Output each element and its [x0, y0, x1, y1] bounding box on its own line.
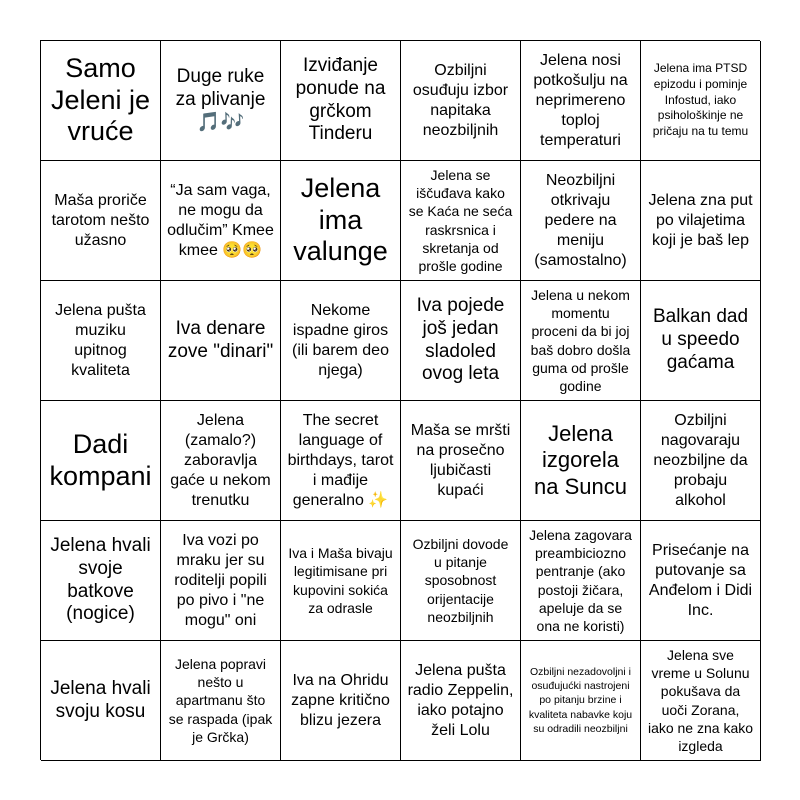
bingo-cell-r2-c5[interactable]: [521, 161, 641, 281]
cell-text: Jelena popravi nešto u apartmanu što se raspada (ipak je Grčka): [168, 656, 273, 745]
cell-text: Balkan dad u speedo gaćama: [652, 306, 749, 373]
cell-text: Maša proriče tarotom nešto užasno: [51, 191, 150, 249]
cell-text: Maša se mršti na prosečno ljubičasti kupaći: [410, 421, 511, 499]
bingo-cell-r2-c3[interactable]: [281, 161, 401, 281]
bingo-cell-r2-c4[interactable]: [401, 161, 521, 281]
bingo-cell-r5-c5[interactable]: [521, 521, 641, 641]
cell-text: Jelena zagovara preambiciozno pentranje (ako postoji žičara, apeluje da se ona ne koristi): [529, 526, 632, 634]
bingo-cell-r5-c6[interactable]: [641, 521, 761, 641]
cell-text: The secret language of birthdays, tarot i mađije generalno ✨: [287, 411, 394, 509]
bingo-cell-r4-c3[interactable]: [281, 401, 401, 521]
bingo-cell-r3-c5[interactable]: [521, 281, 641, 401]
bingo-cell-r6-c5[interactable]: [521, 641, 641, 761]
bingo-cell-r1-c4[interactable]: [401, 41, 521, 161]
cell-text: Ozbiljni dovode u pitanje sposobnost orijentacije neozbiljnih: [412, 536, 509, 625]
bingo-cell-r3-c3[interactable]: [281, 281, 401, 401]
bingo-cell-r4-c1[interactable]: [41, 401, 161, 521]
bingo-cell-r4-c2[interactable]: [161, 401, 281, 521]
bingo-board: [40, 40, 760, 760]
bingo-cell-r5-c3[interactable]: [281, 521, 401, 641]
cell-text: Ozbiljni nagovaraju neozbiljne da probaju alkohol: [653, 411, 748, 509]
cell-text: Jelena pušta radio Zeppelin, iako potajno želi Lolu: [407, 661, 514, 739]
bingo-cell-r6-c4[interactable]: [401, 641, 521, 761]
cell-text: Jelena hvali svoje batkove (nogice): [50, 534, 151, 625]
cell-text: Izviđanje ponude na grčkom Tinderu: [295, 54, 386, 145]
cell-text: Iva vozi po mraku jer su roditelji popili po pivo i "ne mogu" oni: [174, 531, 267, 629]
cell-text: “Ja sam vaga, ne mogu da odlučim” Kmee kmee 🥺🥺: [167, 181, 274, 259]
bingo-cell-r5-c2[interactable]: [161, 521, 281, 641]
bingo-cell-r3-c4[interactable]: [401, 281, 521, 401]
bingo-cell-r6-c1[interactable]: [41, 641, 161, 761]
cell-text: Jelena (zamalo?) zaboravlja gaće u nekom trenutku: [170, 411, 271, 509]
bingo-cell-r6-c2[interactable]: [161, 641, 281, 761]
cell-text: Jelena hvali svoju kosu: [50, 677, 151, 722]
bingo-cell-r2-c1[interactable]: [41, 161, 161, 281]
cell-text: Samo Jeleni je vruće: [50, 52, 151, 147]
cell-text: Jelena sve vreme u Solunu pokušava da uoči Zorana, iako ne zna kako izgleda: [647, 646, 754, 754]
bingo-cell-r1-c2[interactable]: [161, 41, 281, 161]
cell-text: Nekome ispadne giros (ili barem deo njega): [292, 301, 389, 379]
cell-text: Prisećanje na putovanje sa Anđelom i Didi Inc.: [648, 541, 753, 619]
bingo-cell-r2-c6[interactable]: [641, 161, 761, 281]
bingo-cell-r6-c3[interactable]: [281, 641, 401, 761]
bingo-cell-r1-c1[interactable]: [41, 41, 161, 161]
bingo-cell-r4-c4[interactable]: [401, 401, 521, 521]
cell-text: Jelena izgorela na Suncu: [534, 420, 627, 499]
bingo-cell-r4-c6[interactable]: [641, 401, 761, 521]
cell-text: Neozbiljni otkrivaju pedere na meniju (samostalno): [534, 171, 627, 269]
cell-text: Jelena ima valunge: [293, 172, 388, 267]
bingo-cell-r5-c1[interactable]: [41, 521, 161, 641]
cell-text: Ozbiljni nezadovoljni i osuđujućki nastrojeni po pitanju brzine i kvaliteta nabavke koju su odradili neozbiljni: [528, 666, 633, 735]
cell-text: Jelena u nekom momentu proceni da bi joj baš dobro došla guma od prošle godine: [530, 286, 631, 394]
cell-text: Iva denare zove "dinari": [167, 317, 274, 362]
bingo-cell-r3-c1[interactable]: [41, 281, 161, 401]
cell-text: Iva pojede još jedan sladoled ovog leta: [416, 294, 505, 385]
bingo-cell-r1-c5[interactable]: [521, 41, 641, 161]
cell-text: Dadi kompani: [49, 428, 152, 491]
cell-text: Jelena se iščuđava kako se Kaća ne seća raskrsnica i skretanja od prošle godine: [408, 166, 513, 274]
bingo-cell-r3-c6[interactable]: [641, 281, 761, 401]
bingo-cell-r6-c6[interactable]: [641, 641, 761, 761]
cell-text: Iva i Maša bivaju legitimisane pri kupovini sokića za odrasle: [288, 545, 393, 616]
cell-text: Jelena nosi potkošulju na neprimereno toploj temperaturi: [533, 51, 628, 149]
bingo-cell-r2-c2[interactable]: [161, 161, 281, 281]
cell-text: Iva na Ohridu zapne kritično blizu jezera: [291, 671, 390, 729]
bingo-cell-r3-c2[interactable]: [161, 281, 281, 401]
cell-text: Duge ruke za plivanje 🎵🎶: [175, 66, 266, 133]
bingo-cell-r1-c3[interactable]: [281, 41, 401, 161]
bingo-cell-r4-c5[interactable]: [521, 401, 641, 521]
bingo-cell-r5-c4[interactable]: [401, 521, 521, 641]
cell-text: Jelena ima PTSD epizodu i pominje Infostud, iako psihološkinje ne pričaju na tu temu: [652, 60, 749, 139]
cell-text: Jelena pušta muziku upitnog kvaliteta: [55, 301, 146, 379]
bingo-cell-r1-c6[interactable]: [641, 41, 761, 161]
cell-text: Jelena zna put po vilajetima koji je baš lep: [648, 191, 753, 249]
cell-text: Ozbiljni osuđuju izbor napitaka neozbiljnih: [412, 61, 509, 139]
